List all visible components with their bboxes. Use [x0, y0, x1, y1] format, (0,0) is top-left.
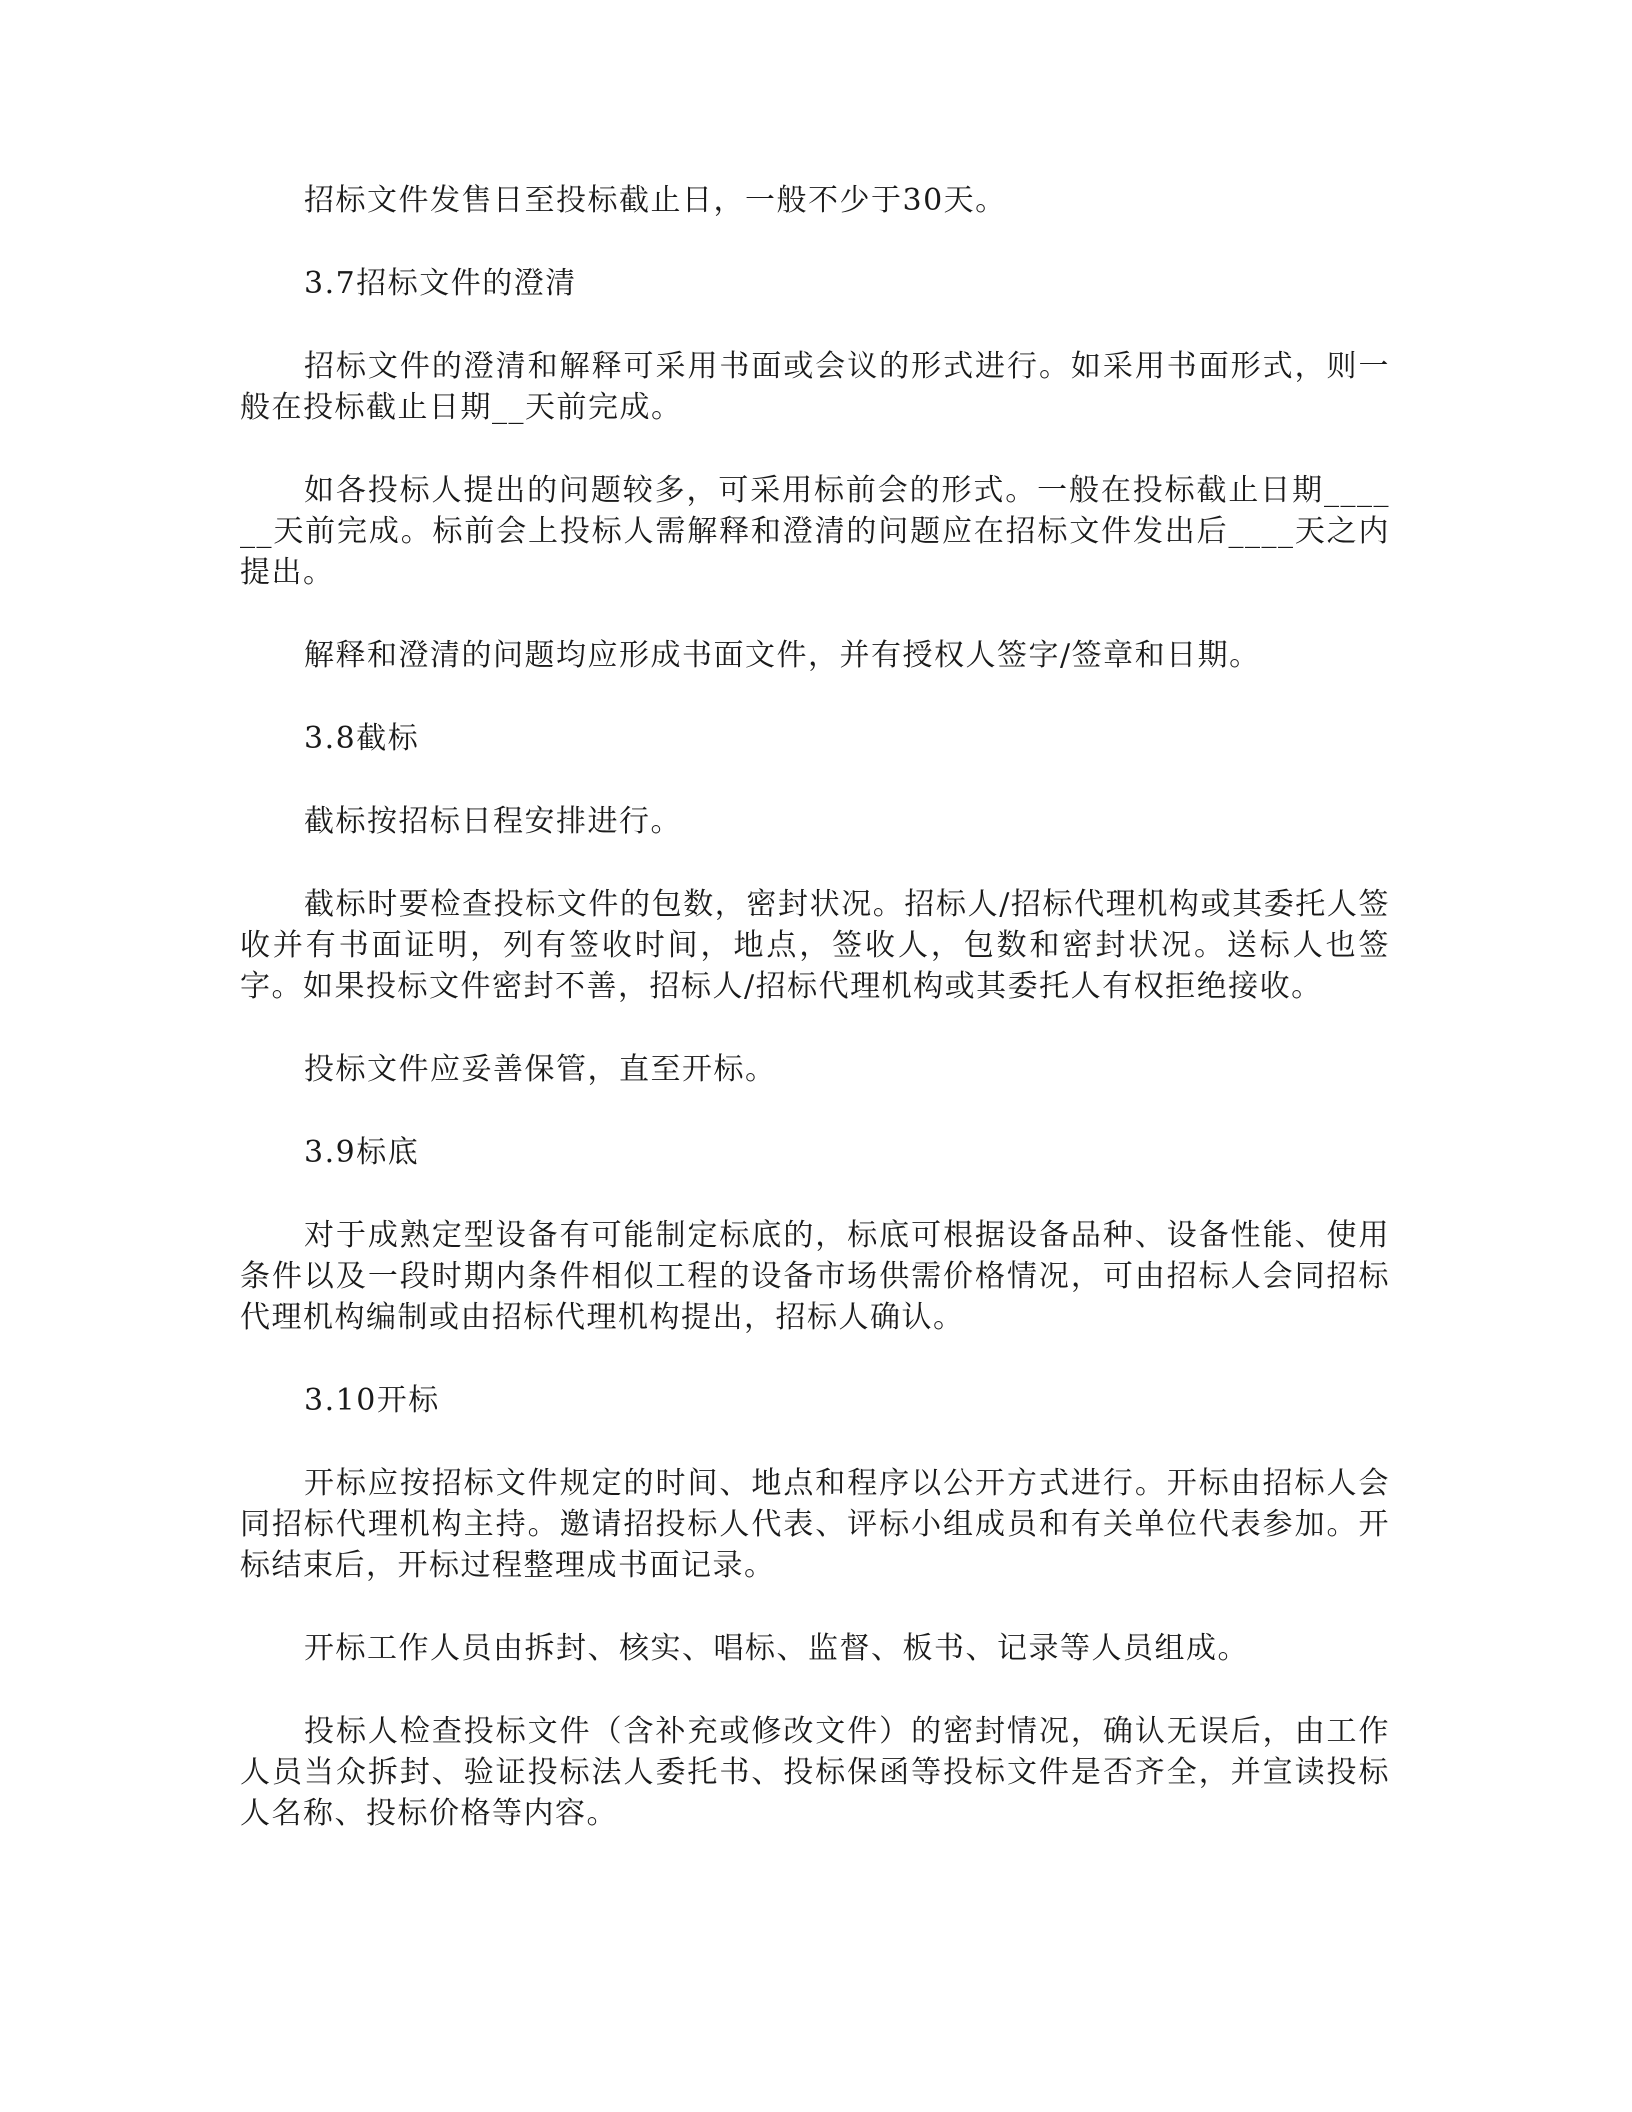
paragraph-written-documents: 解释和澄清的问题均应形成书面文件，并有授权人签字/签章和日期。 [304, 638, 1261, 673]
section-heading-3-8: 3.8截标 [304, 721, 420, 756]
paragraph-sale-period: 招标文件发售日至投标截止日，一般不少于30天。 [304, 183, 1007, 218]
paragraph-bid-opening: 开标应按招标文件规定的时间、地点和程序以公开方式进行。开标由招标人会同招标代理机构主持。邀请招投标人代表、评标小组成员和有关单位代表参加。开标结束后，开标过程整理成书面记录。 [240, 1466, 1390, 1583]
paragraph-bid-closing-check: 截标时要检查投标文件的包数，密封状况。招标人/招标代理机构或其委托人签收并有书面证明，列有签收时间，地点，签收人，包数和密封状况。送标人也签字。如果投标文件密封不善，招标人/招标代理机构或其委托人有权拒绝接收。 [240, 887, 1390, 1004]
paragraph-pre-bid-meeting: 如各投标人提出的问题较多，可采用标前会的形式。一般在投标截止日期______天前完成。标前会上投标人需解释和澄清的问题应在招标文件发出后____天之内提出。 [240, 473, 1390, 590]
paragraph-opening-staff: 开标工作人员由拆封、核实、唱标、监督、板书、记录等人员组成。 [304, 1631, 1249, 1666]
paragraph-clarification-form: 招标文件的澄清和解释可采用书面或会议的形式进行。如采用书面形式，则一般在投标截止日期__天前完成。 [240, 349, 1390, 425]
section-heading-3-7: 3.7招标文件的澄清 [304, 266, 577, 301]
paragraph-seal-inspection: 投标人检查投标文件（含补充或修改文件）的密封情况，确认无误后，由工作人员当众拆封、验证投标法人委托书、投标保函等投标文件是否齐全，并宣读投标人名称、投标价格等内容。 [240, 1714, 1390, 1831]
section-heading-3-9: 3.9标底 [304, 1135, 420, 1170]
paragraph-base-price: 对于成熟定型设备有可能制定标底的，标底可根据设备品种、设备性能、使用条件以及一段时期内条件相似工程的设备市场供需价格情况，可由招标人会同招标代理机构编制或由招标代理机构提出，招标人确认。 [240, 1218, 1390, 1335]
section-heading-3-10: 3.10开标 [304, 1383, 440, 1418]
document-body [240, 180, 1390, 1876]
paragraph-bid-custody: 投标文件应妥善保管，直至开标。 [304, 1052, 777, 1087]
paragraph-bid-closing-schedule: 截标按招标日程安排进行。 [304, 804, 682, 839]
